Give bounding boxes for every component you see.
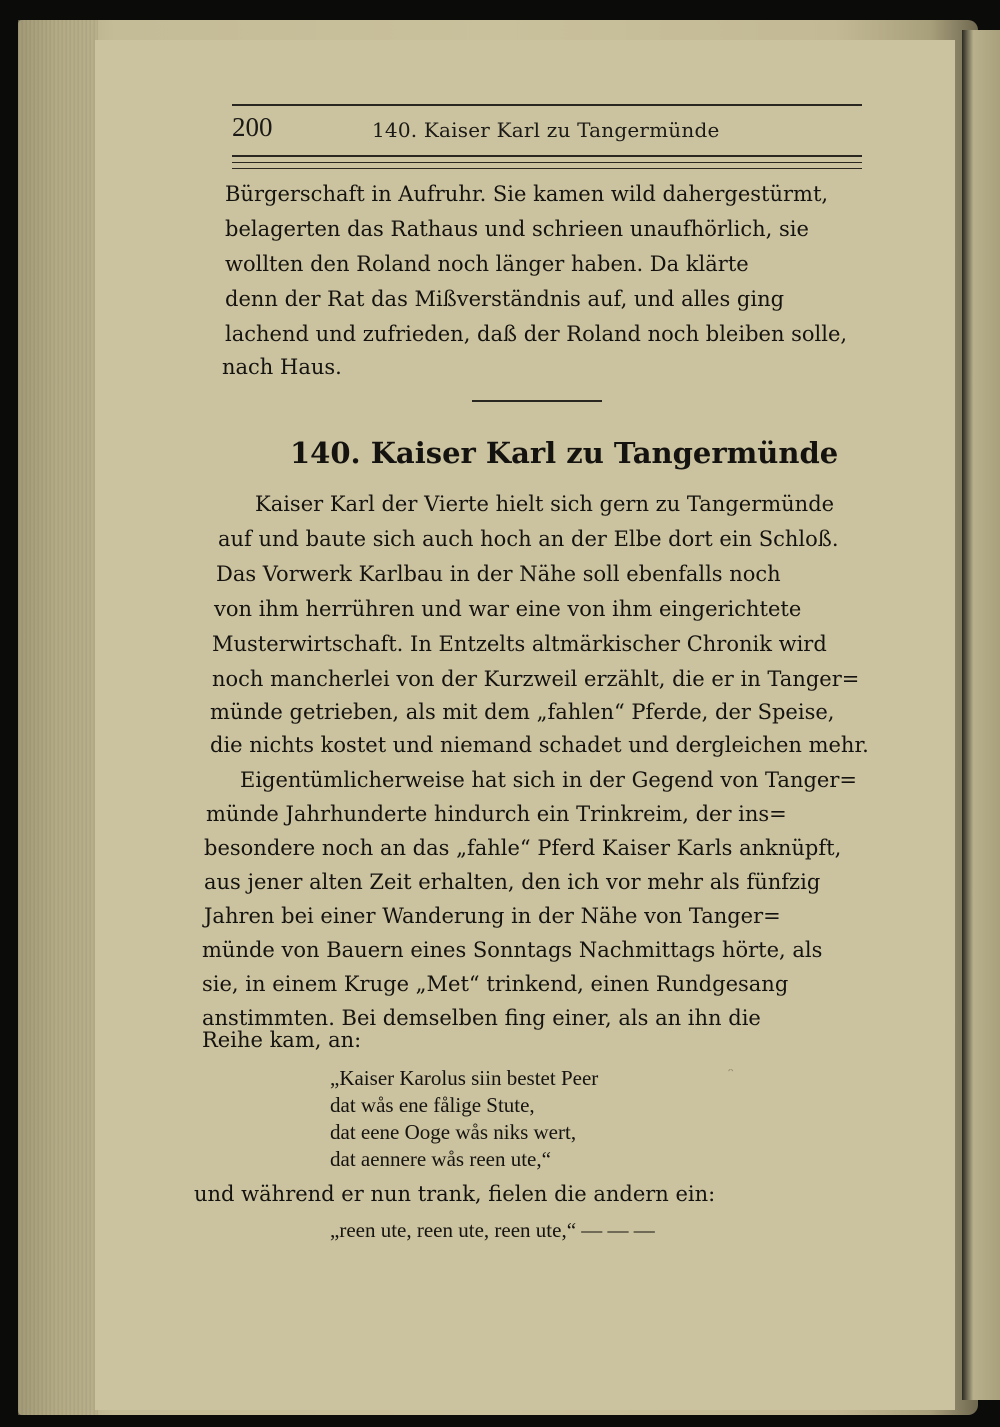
text-line: aus jener alten Zeit erhalten, den ich vor mehr als fünfzig <box>204 870 821 894</box>
header-rule <box>232 162 862 163</box>
verse-line: „Kaiser Karolus siin bestet Peer <box>330 1066 599 1090</box>
text-line: lachend und zufrieden, daß der Roland noch bleiben solle, <box>225 322 848 346</box>
verse-line: dat eene Ooge wås niks wert, <box>330 1120 577 1144</box>
text-line: auf und baute sich auch hoch an der Elbe dort ein Schloß. <box>218 527 839 551</box>
text-line: münde getrieben, als mit dem „fahlen“ Pferde, der Speise, <box>210 700 835 724</box>
text-line: denn der Rat das Mißverständnis auf, und alles ging <box>225 287 785 311</box>
section-title: 140. Kaiser Karl zu Tangermünde <box>290 436 839 470</box>
text-line: besondere noch an das „fahle“ Pferd Kaiser Karls anknüpft, <box>204 836 842 860</box>
facing-page-edge <box>962 30 1000 1400</box>
text-line: Reihe kam, an: <box>202 1028 362 1052</box>
header-rule <box>232 155 862 157</box>
page-edges <box>18 20 98 1415</box>
text-line: Kaiser Karl der Vierte hielt sich gern zu Tangermünde <box>255 492 835 516</box>
text-line: sie, in einem Kruge „Met“ trinkend, einen Rundgesang <box>202 972 789 996</box>
ink-mark: ᵔ <box>728 1066 734 1082</box>
running-title: 140. Kaiser Karl zu Tangermünde <box>372 118 720 142</box>
verse-line: dat aennere wås reen ute,“ <box>330 1147 551 1171</box>
text-line: nach Haus. <box>222 355 342 379</box>
text-line: die nichts kostet und niemand schadet und dergleichen mehr. <box>210 733 869 757</box>
text-line: münde Jahrhunderte hindurch ein Trinkreim, der ins= <box>206 802 787 826</box>
text-line: Eigentümlicherweise hat sich in der Gegend von Tanger= <box>240 768 857 792</box>
verse-line: dat wås ene fålige Stute, <box>330 1093 535 1117</box>
refrain-line: „reen ute, reen ute, reen ute,“ — — — <box>330 1218 655 1242</box>
text-line: Das Vorwerk Karlbau in der Nähe soll ebenfalls noch <box>216 562 781 586</box>
text-line: Bürgerschaft in Aufruhr. Sie kamen wild dahergestürmt, <box>225 182 829 206</box>
text-line: Jahren bei einer Wanderung in der Nähe von Tanger= <box>204 904 781 928</box>
text-line: noch mancherlei von der Kurzweil erzählt, die er in Tanger= <box>212 667 860 691</box>
text-line: Musterwirtschaft. In Entzelts altmärkischer Chronik wird <box>212 632 827 656</box>
text-line: und während er nun trank, fielen die andern ein: <box>194 1182 716 1206</box>
section-divider <box>472 400 602 402</box>
page-number: 200 <box>232 112 273 142</box>
text-line: von ihm herrühren und war eine von ihm eingerichtete <box>214 597 802 621</box>
text-line: wollten den Roland noch länger haben. Da klärte <box>225 252 749 276</box>
text-line: münde von Bauern eines Sonntags Nachmittags hörte, als <box>202 938 823 962</box>
header-rule <box>232 168 862 169</box>
header-rule <box>232 104 862 106</box>
text-line: anstimmten. Bei demselben fing einer, als an ihn die <box>202 1006 761 1030</box>
text-line: belagerten das Rathaus und schrieen unaufhörlich, sie <box>225 217 809 241</box>
